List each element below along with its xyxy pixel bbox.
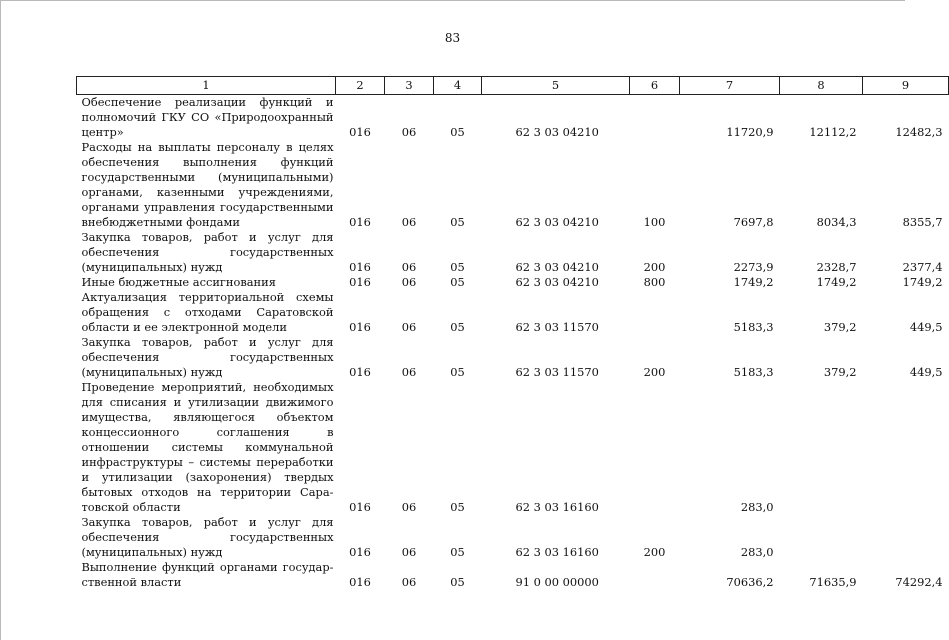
cell-subsection: 05 [450, 575, 465, 589]
row-description: Иные бюджетные ассигнования [81, 275, 276, 289]
cell-ministry: 016 [349, 365, 371, 379]
column-header: 6 [630, 77, 680, 95]
page-number: 83 [444, 31, 461, 45]
cell-amount-9 [863, 515, 949, 560]
cell-amount-9: 74292,4 [895, 575, 943, 589]
column-header: 3 [385, 77, 434, 95]
cell-target-article: 62 3 03 16160 [515, 545, 599, 559]
cell-amount-8: 12112,2 [809, 125, 857, 139]
cell-amount-7: 5183,3 [733, 320, 774, 334]
cell-amount-8: 71635,9 [809, 575, 857, 589]
cell-amount-8: 8034,3 [816, 215, 857, 229]
cell-subsection: 05 [450, 260, 465, 274]
cell-amount-7: 1749,2 [733, 275, 774, 289]
cell-amount-9: 1749,2 [902, 275, 943, 289]
cell-amount-8 [780, 380, 863, 515]
cell-amount-7: 70636,2 [726, 575, 774, 589]
cell-expense-type: 800 [643, 275, 666, 289]
cell-section: 06 [401, 575, 417, 589]
table-row [77, 230, 949, 275]
cell-expense-type: 100 [643, 215, 666, 229]
column-header: 4 [434, 77, 482, 95]
row-description: Актуализация территориальной схемы обращения с отходами Саратовской области и ее электронной модели [81, 290, 334, 334]
table-row [77, 290, 949, 335]
cell-amount-8: 379,2 [823, 320, 857, 334]
column-header: 1 [77, 77, 336, 95]
row-description: Обеспечение реализации функций и полномочий ГКУ СО «Природоохранный центр» [81, 95, 334, 139]
cell-section: 06 [401, 365, 417, 379]
cell-target-article: 62 3 03 04210 [515, 260, 599, 274]
table-row [77, 275, 949, 290]
cell-amount-9: 8355,7 [902, 215, 943, 229]
cell-ministry: 016 [349, 575, 371, 589]
cell-amount-8 [780, 515, 863, 560]
column-header: 8 [780, 77, 863, 95]
row-description: Выполнение функций органами государственной власти [81, 560, 334, 589]
cell-ministry: 016 [349, 260, 371, 274]
budget-table [76, 76, 949, 590]
cell-amount-8: 379,2 [823, 365, 857, 379]
cell-amount-7: 5183,3 [733, 365, 774, 379]
cell-expense-type: 200 [643, 545, 666, 559]
cell-ministry: 016 [349, 320, 371, 334]
cell-target-article: 62 3 03 16160 [515, 500, 599, 514]
cell-subsection: 05 [450, 275, 465, 289]
row-description: Закупка товаров, работ и услуг для обеспечения государственных (муниципальных) нужд [81, 335, 334, 379]
cell-section: 06 [401, 125, 417, 139]
cell-section: 06 [401, 260, 417, 274]
page-frame-left [0, 0, 1, 640]
cell-amount-9: 449,5 [909, 365, 943, 379]
row-description: Закупка товаров, работ и услуг для обеспечения государственных (муниципальных) нужд [81, 515, 334, 559]
table-row [77, 95, 949, 141]
cell-amount-7: 283,0 [740, 500, 774, 514]
table-row [77, 560, 949, 590]
cell-ministry: 016 [349, 215, 371, 229]
cell-subsection: 05 [450, 320, 465, 334]
table-header-row [77, 77, 949, 95]
table-row [77, 335, 949, 380]
cell-ministry: 016 [349, 275, 371, 289]
cell-target-article: 62 3 03 04210 [515, 215, 599, 229]
table-row [77, 140, 949, 230]
cell-subsection: 05 [450, 125, 465, 139]
cell-section: 06 [401, 320, 417, 334]
cell-expense-type [630, 95, 680, 141]
cell-amount-9: 449,5 [909, 320, 943, 334]
row-description: Расходы на выплаты персоналу в целях обеспечения выполнения функций государственными (муниципальными) органами, казенными учреждениями, органами управления государственными внебюджетными фондами [81, 140, 334, 229]
cell-target-article: 62 3 03 11570 [515, 365, 599, 379]
cell-target-article: 62 3 03 11570 [515, 320, 599, 334]
cell-expense-type: 200 [643, 260, 666, 274]
cell-expense-type: 200 [643, 365, 666, 379]
cell-amount-9 [863, 380, 949, 515]
page-frame-top [0, 0, 905, 1]
cell-target-article: 62 3 03 04210 [515, 275, 599, 289]
cell-subsection: 05 [450, 365, 465, 379]
cell-expense-type [630, 380, 680, 515]
cell-section: 06 [401, 215, 417, 229]
cell-subsection: 05 [450, 215, 465, 229]
cell-expense-type [630, 560, 680, 590]
cell-expense-type [630, 290, 680, 335]
cell-ministry: 016 [349, 545, 371, 559]
cell-section: 06 [401, 275, 417, 289]
cell-amount-9: 12482,3 [895, 125, 943, 139]
cell-amount-8: 2328,7 [816, 260, 857, 274]
column-header: 7 [680, 77, 780, 95]
cell-section: 06 [401, 545, 417, 559]
cell-amount-7: 283,0 [740, 545, 774, 559]
cell-ministry: 016 [349, 500, 371, 514]
row-description: Закупка товаров, работ и услуг для обеспечения государственных (муниципальных) нужд [81, 230, 334, 274]
cell-subsection: 05 [450, 545, 465, 559]
column-header: 9 [863, 77, 949, 95]
cell-amount-7: 11720,9 [726, 125, 774, 139]
column-header: 2 [336, 77, 385, 95]
cell-amount-7: 7697,8 [733, 215, 774, 229]
cell-target-article: 91 0 00 00000 [515, 575, 599, 589]
cell-amount-7: 2273,9 [733, 260, 774, 274]
table-row [77, 515, 949, 560]
cell-subsection: 05 [450, 500, 465, 514]
row-description: Проведение мероприятий, необходимых для списания и утилизации движимого имущества, являющегося объектом концессионного соглашения в отношении системы коммунальной инфраструктуры – системы переработки и утилизации (захоронения) твердых бытовых отходов на территории Саратовской области [81, 380, 334, 514]
cell-ministry: 016 [349, 125, 371, 139]
cell-section: 06 [401, 500, 417, 514]
cell-amount-9: 2377,4 [902, 260, 943, 274]
column-header: 5 [482, 77, 630, 95]
cell-target-article: 62 3 03 04210 [515, 125, 599, 139]
table-row [77, 380, 949, 515]
cell-amount-8: 1749,2 [816, 275, 857, 289]
